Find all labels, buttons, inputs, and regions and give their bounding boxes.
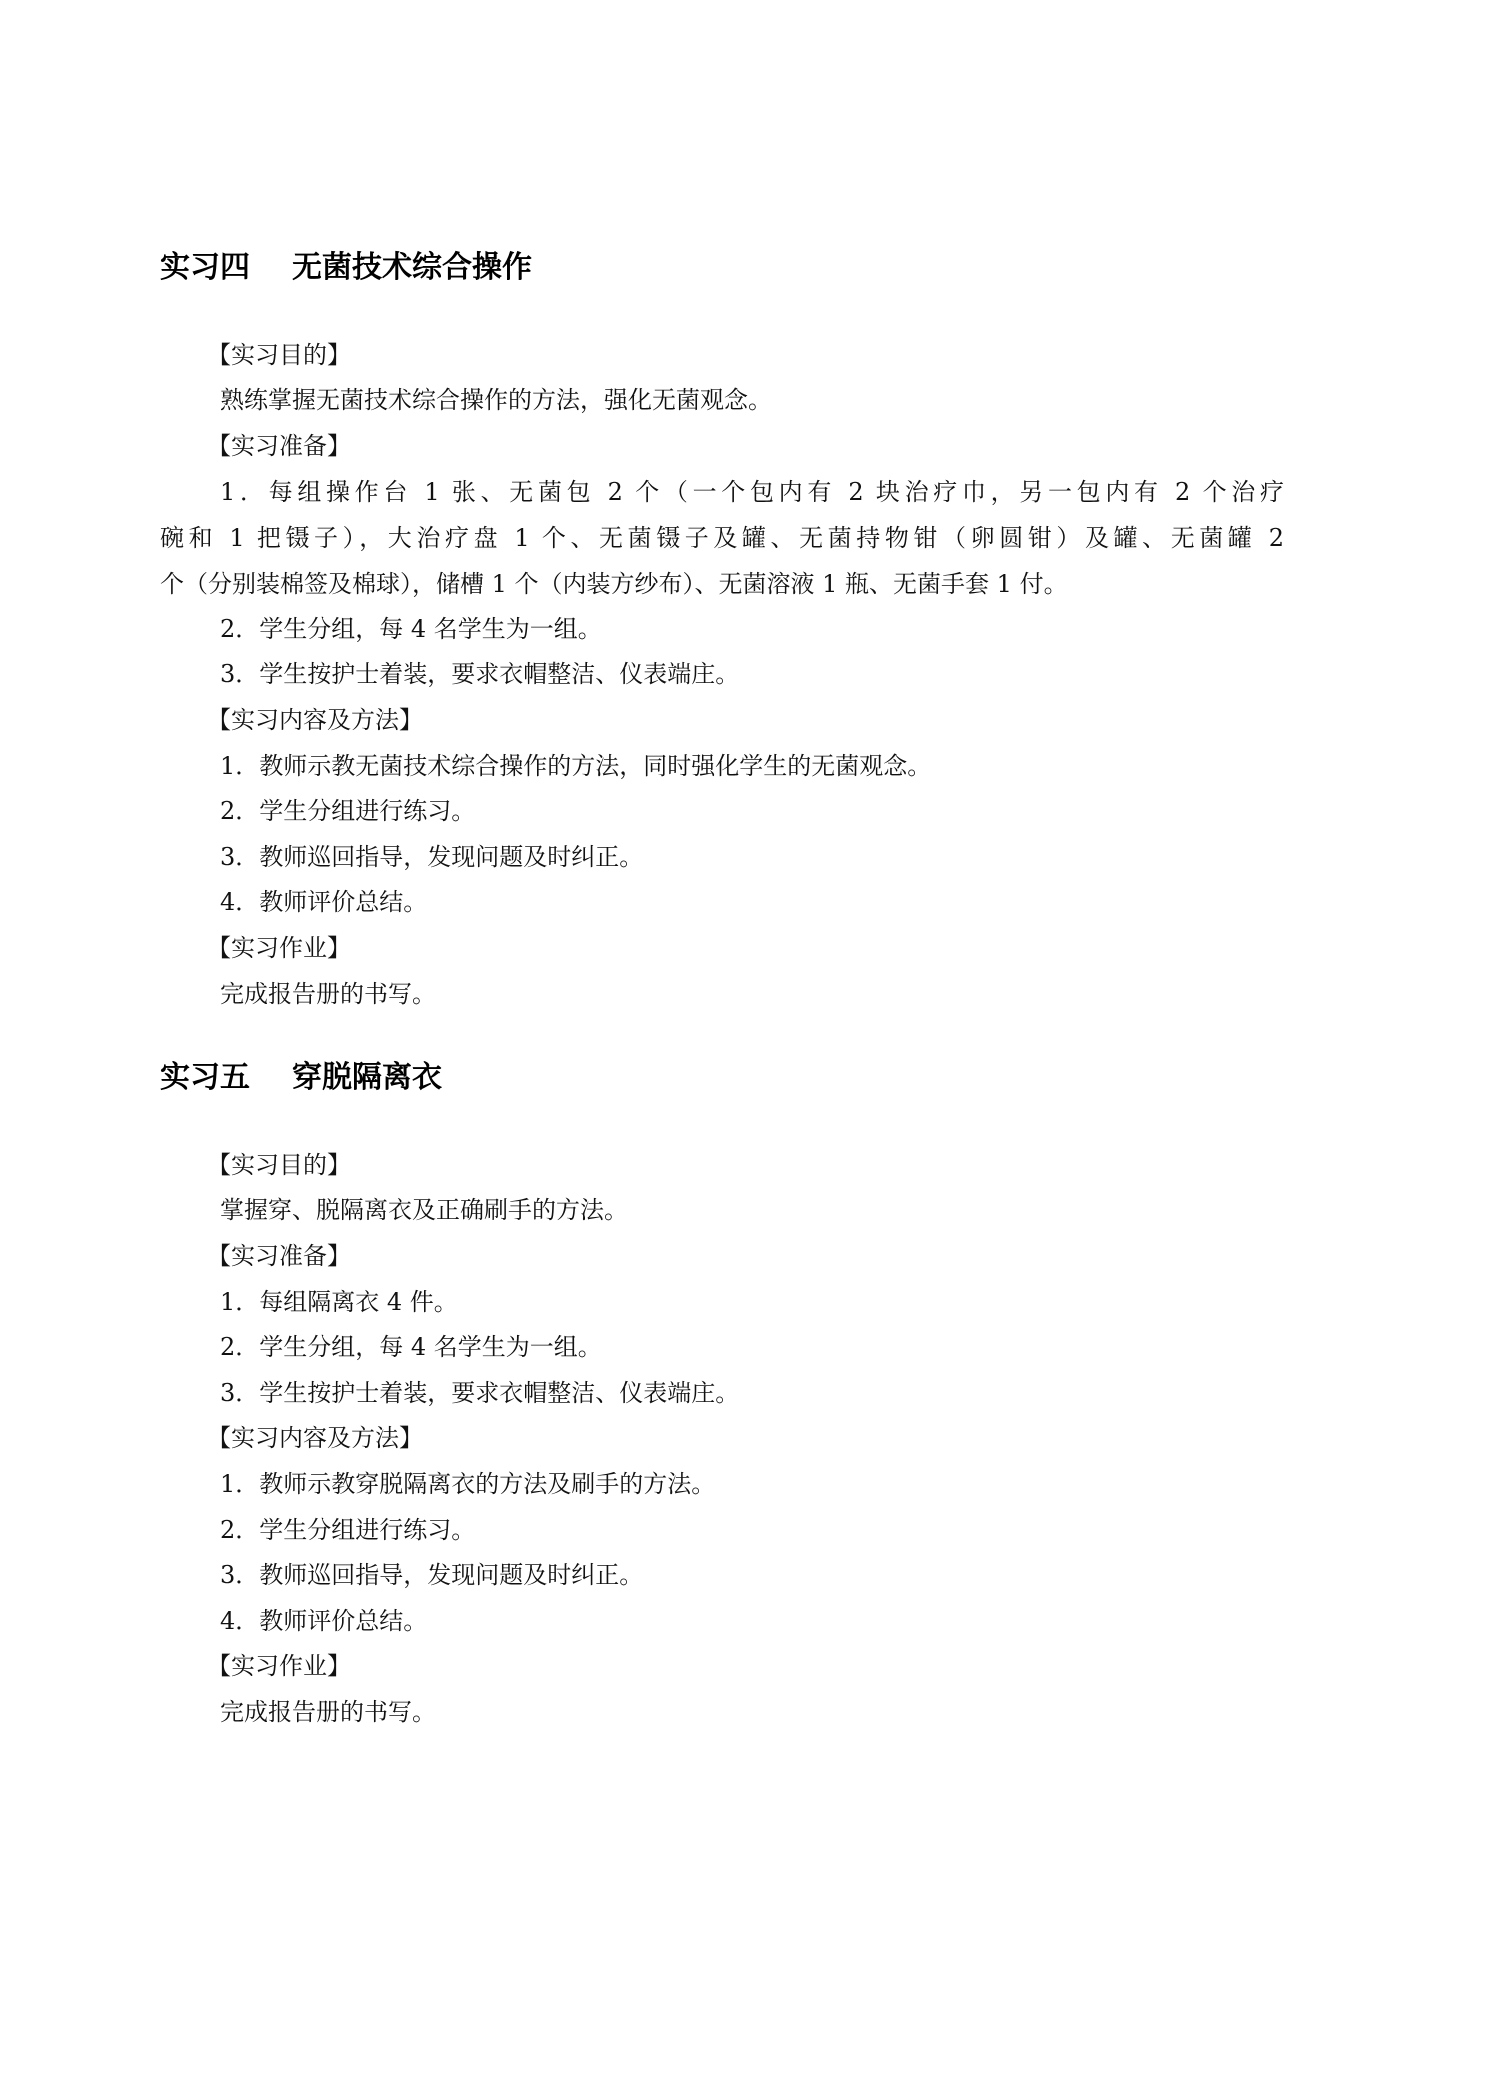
content-item-2: 2．学生分组进行练习。 <box>220 797 476 825</box>
preparation-item-1-line-2: 碗和 1 把镊子），大治疗盘 1 个、无菌镊子及罐、无菌持物钳（卵圆钳）及罐、无菌罐 2 <box>160 524 1284 552</box>
content-label: 【实习内容及方法】 <box>207 706 423 734</box>
purpose-label: 【实习目的】 <box>207 1151 351 1179</box>
content-item-2: 2．学生分组进行练习。 <box>220 1516 476 1544</box>
content-item-3: 3．教师巡回指导，发现问题及时纠正。 <box>220 1561 644 1589</box>
preparation-label: 【实习准备】 <box>207 432 351 460</box>
preparation-item-1-line-3: 个（分别装棉签及棉球），储槽 1 个（内装方纱布）、无菌溶液 1 瓶、无菌手套 1 付。 <box>160 570 1068 598</box>
homework-text: 完成报告册的书写。 <box>220 980 436 1008</box>
purpose-text: 掌握穿、脱隔离衣及正确刷手的方法。 <box>220 1196 628 1224</box>
content-item-4: 4．教师评价总结。 <box>220 1607 428 1635</box>
heading-title: 无菌技术综合操作 <box>292 250 532 285</box>
purpose-text: 熟练掌握无菌技术综合操作的方法，强化无菌观念。 <box>220 386 772 414</box>
content-item-3: 3．教师巡回指导，发现问题及时纠正。 <box>220 843 644 871</box>
heading-number: 实习五 <box>160 1060 250 1095</box>
preparation-item-1-line-1: 1．每组操作台 1 张、无菌包 2 个（一个包内有 2 块治疗巾，另一包内有 2 个治疗 <box>220 478 1284 506</box>
homework-label: 【实习作业】 <box>207 1652 351 1680</box>
preparation-item-2: 2．学生分组，每 4 名学生为一组。 <box>220 615 602 643</box>
practice-five-heading <box>160 1058 442 1098</box>
preparation-item-3: 3．学生按护士着装，要求衣帽整洁、仪表端庄。 <box>220 1379 740 1407</box>
preparation-item-2: 2．学生分组，每 4 名学生为一组。 <box>220 1333 602 1361</box>
preparation-item-3: 3．学生按护士着装，要求衣帽整洁、仪表端庄。 <box>220 660 740 688</box>
content-item-1: 1．教师示教穿脱隔离衣的方法及刷手的方法。 <box>220 1470 716 1498</box>
purpose-label: 【实习目的】 <box>207 341 351 369</box>
content-label: 【实习内容及方法】 <box>207 1424 423 1452</box>
practice-four-heading <box>160 248 532 288</box>
heading-number: 实习四 <box>160 250 250 285</box>
homework-text: 完成报告册的书写。 <box>220 1698 436 1726</box>
preparation-label: 【实习准备】 <box>207 1242 351 1270</box>
preparation-item-1: 1．每组隔离衣 4 件。 <box>220 1288 458 1316</box>
homework-label: 【实习作业】 <box>207 934 351 962</box>
heading-title: 穿脱隔离衣 <box>292 1060 442 1095</box>
content-item-1: 1．教师示教无菌技术综合操作的方法，同时强化学生的无菌观念。 <box>220 752 932 780</box>
content-item-4: 4．教师评价总结。 <box>220 888 428 916</box>
